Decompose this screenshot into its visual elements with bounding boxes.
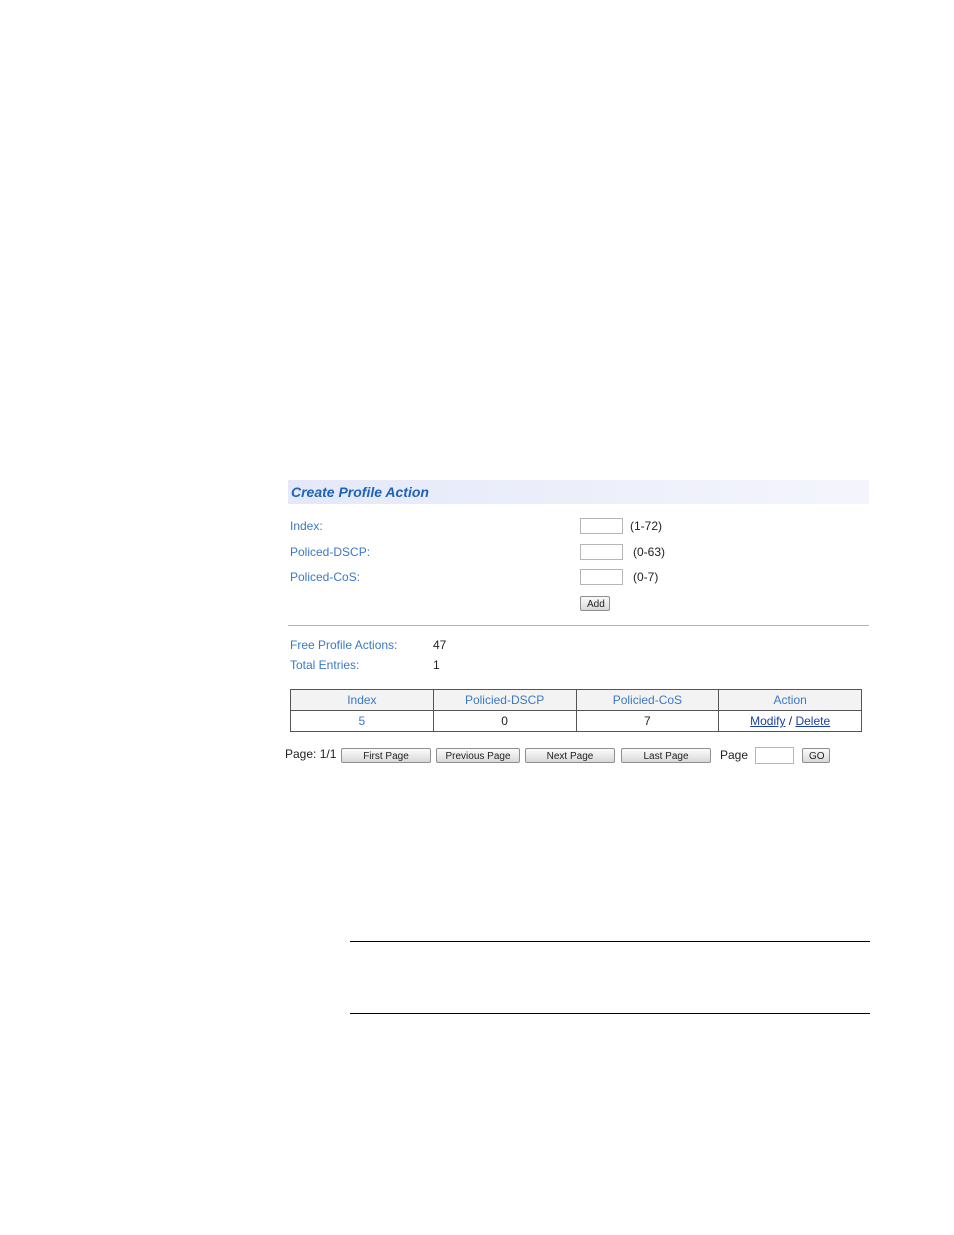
page-title: Create Profile Action xyxy=(291,484,429,500)
page-info: Page: 1/1 xyxy=(285,747,337,761)
column-header-policied-cos: Policied-CoS xyxy=(576,690,719,711)
policed-dscp-label: Policed-DSCP: xyxy=(290,545,371,559)
previous-page-button[interactable]: Previous Page xyxy=(436,748,520,763)
divider xyxy=(288,625,869,626)
cell-policied-cos: 7 xyxy=(576,711,719,732)
total-entries-label: Total Entries: xyxy=(290,658,360,672)
cell-policied-dscp: 0 xyxy=(433,711,576,732)
first-page-button[interactable]: First Page xyxy=(341,748,431,763)
cell-action xyxy=(719,711,862,732)
table-header-row xyxy=(291,690,862,711)
total-entries-value: 1 xyxy=(433,658,440,672)
delete-link[interactable]: Delete xyxy=(795,714,831,728)
free-profile-actions-label: Free Profile Actions: xyxy=(290,638,398,652)
policed-dscp-input[interactable] xyxy=(580,544,623,560)
policed-cos-label: Policed-CoS: xyxy=(290,570,361,584)
action-separator: / xyxy=(785,714,796,728)
page-jump-input[interactable] xyxy=(755,747,794,764)
divider-rule-bottom xyxy=(350,1013,870,1014)
table-row xyxy=(291,711,862,732)
policed-cos-range: (0-7) xyxy=(633,570,659,584)
next-page-button[interactable]: Next Page xyxy=(525,748,615,763)
free-profile-actions-value: 47 xyxy=(433,638,447,652)
cell-index: 5 xyxy=(291,711,434,732)
last-page-button[interactable]: Last Page xyxy=(621,748,711,763)
index-label: Index: xyxy=(290,519,323,533)
add-button[interactable]: Add xyxy=(580,596,610,611)
modify-link[interactable]: Modify xyxy=(750,714,786,728)
divider-rule-top xyxy=(350,941,870,942)
go-button[interactable]: GO xyxy=(802,748,830,763)
policed-cos-input[interactable] xyxy=(580,569,623,585)
index-range: (1-72) xyxy=(630,519,663,533)
policed-dscp-range: (0-63) xyxy=(633,545,666,559)
page-jump-label: Page xyxy=(720,748,749,762)
column-header-policied-dscp: Policied-DSCP xyxy=(433,690,576,711)
profile-action-table xyxy=(290,689,862,732)
column-header-index: Index xyxy=(291,690,434,711)
column-header-action: Action xyxy=(719,690,862,711)
index-input[interactable] xyxy=(580,518,623,534)
title-bar xyxy=(288,480,869,504)
